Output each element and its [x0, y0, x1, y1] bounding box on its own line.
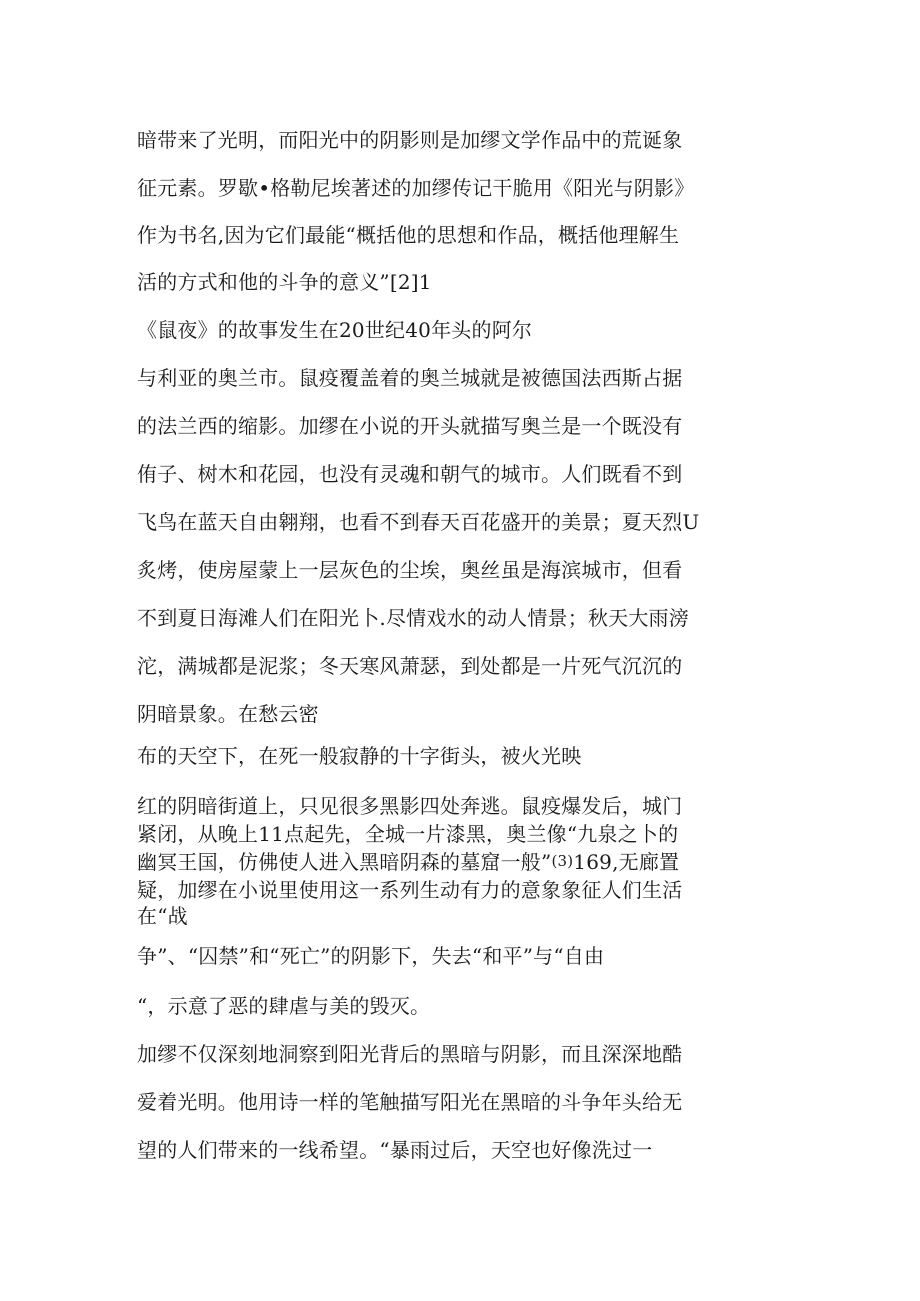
text-line: 暗带来了光明，而阳光中的阴影则是加缪文学作品中的荒诞象: [137, 128, 683, 152]
text-run: 169,无廊置: [573, 850, 680, 874]
text-line: 疑，加缪在小说里使用这一系列生动有力的意象象征人们生活: [137, 878, 683, 902]
text-line: 不到夏日海滩人们在阳光卜.尽情戏水的动人情景；秋天大雨滂: [137, 606, 689, 630]
text-line: 红的阴暗街道上，只见很多黑影四处奔逃。鼠疫爆发后，城门: [137, 794, 683, 818]
text-line: 侑子、树木和花园，也没有灵魂和朝气的城市。人们既看不到: [137, 462, 683, 486]
text-run: 幽冥王国，仿佛使人进入黑暗阴森的墓窟一般”: [137, 850, 552, 874]
text-line: 争”、“囚禁”和“死亡”的阴影下，失去“和平”与“自由: [137, 944, 605, 968]
text-line: 炙烤，使房屋蒙上一层灰色的尘埃，奥丝虽是海滨城市，但看: [137, 558, 683, 582]
text-line: 在“战: [137, 904, 188, 928]
text-line: 紧闭，从晚上11点起先，全城一片漆黑，奥兰像“九泉之卜的: [137, 822, 679, 846]
text-line: “，示意了恶的肆虐与美的毁灭。: [137, 994, 431, 1018]
text-line: 的法兰西的缩影。加缪在小说的开头就描写奥兰是一个既没有: [137, 414, 683, 438]
text-line: 加缪不仅深刻地洞察到阳光背后的黑暗与阴影，而且深深地酷: [137, 1042, 683, 1066]
text-line: 作为书名,因为它们最能“概括他的思想和作品，概括他理解生: [137, 223, 680, 247]
text-line: 阴暗景象。在愁云密: [137, 702, 319, 726]
text-line: 望的人们带来的一线希望。“暴雨过后，天空也好像洗过一: [137, 1138, 653, 1162]
text-line: 布的天空下，在死一般寂静的十字街头，被火光映: [137, 744, 582, 768]
text-line: 征元素。罗歇•格勒尼埃著述的加缪传记干脆用《阳光与阴影》: [137, 176, 695, 200]
text-line: [137, 850, 679, 876]
text-line: 与利亚的奥兰市。鼠疫覆盖着的奥兰城就是被德国法西斯占据: [137, 366, 683, 390]
text-line: 活的方式和他的斗争的意义”[2]1: [137, 270, 432, 294]
text-line: 沱，满城都是泥浆；冬天寒风萧瑟，到处都是一片死气沉沉的: [137, 654, 683, 678]
text-line: 《鼠夜》的故事发生在20世纪40年头的阿尔: [137, 318, 533, 342]
citation-marker: (3): [551, 852, 574, 870]
text-line: 飞鸟在蓝天自由翱翔，也看不到春天百花盛开的美景；夏天烈U: [137, 510, 700, 534]
text-line: 爱着光明。他用诗一样的笔触描写阳光在黑暗的斗争年头给无: [137, 1090, 683, 1114]
